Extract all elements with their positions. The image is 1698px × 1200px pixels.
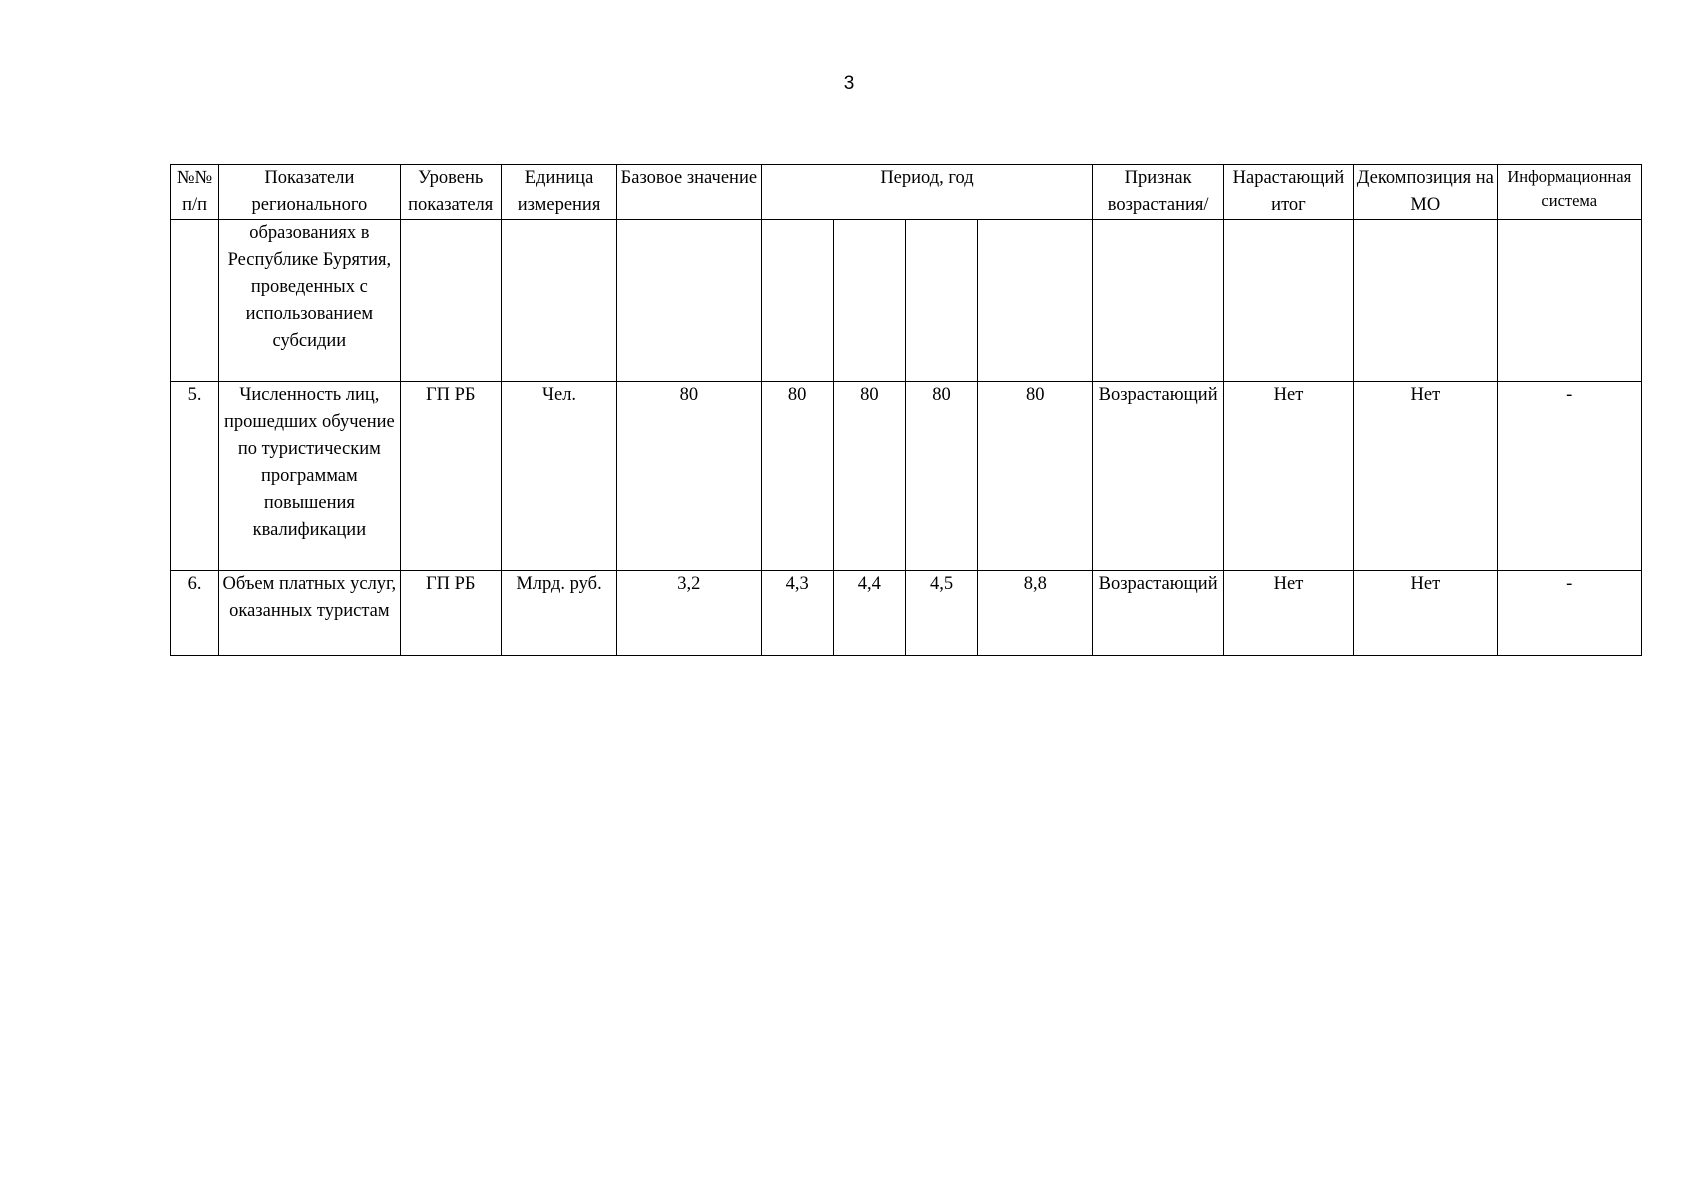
cell-empty — [1093, 220, 1223, 382]
cell-period-3: 80 — [905, 382, 977, 571]
cell-empty — [617, 220, 761, 382]
header-base: Базовое значение — [617, 165, 761, 220]
cell-unit: Млрд. руб. — [501, 571, 616, 656]
cell-growth-sign: Возрастающий — [1093, 382, 1223, 571]
cell-info-system: - — [1497, 382, 1641, 571]
cell-empty — [761, 220, 833, 382]
header-decomposition: Декомпозиция на МО — [1354, 165, 1497, 220]
cell-period-2: 80 — [833, 382, 905, 571]
page-number: 3 — [843, 73, 855, 94]
cell-decomposition: Нет — [1354, 382, 1497, 571]
header-period: Период, год — [761, 165, 1093, 220]
cell-period-4: 80 — [978, 382, 1093, 571]
cell-empty — [501, 220, 616, 382]
cell-num: 6. — [171, 571, 219, 656]
cell-empty — [1223, 220, 1353, 382]
cell-indicator: образованиях в Республике Бурятия, проведенных с использованием субсидии — [219, 220, 400, 382]
continuation-row — [171, 220, 1642, 382]
header-unit: Единица измерения — [501, 165, 616, 220]
cell-num — [171, 220, 219, 382]
cell-cumulative: Нет — [1223, 571, 1353, 656]
cell-empty — [400, 220, 501, 382]
cell-period-3: 4,5 — [905, 571, 977, 656]
cell-base: 3,2 — [617, 571, 761, 656]
cell-cumulative: Нет — [1223, 382, 1353, 571]
cell-level: ГП РБ — [400, 571, 501, 656]
cell-period-4: 8,8 — [978, 571, 1093, 656]
cell-period-1: 80 — [761, 382, 833, 571]
cell-decomposition: Нет — [1354, 571, 1497, 656]
header-num: №№ п/п — [171, 165, 219, 220]
cell-base: 80 — [617, 382, 761, 571]
cell-indicator: Численность лиц, прошедших обучение по туристическим программам повышения квалификации — [219, 382, 400, 571]
indicators-table — [170, 164, 1642, 656]
cell-empty — [833, 220, 905, 382]
cell-info-system: - — [1497, 571, 1641, 656]
cell-num: 5. — [171, 382, 219, 571]
cell-growth-sign: Возрастающий — [1093, 571, 1223, 656]
cell-period-1: 4,3 — [761, 571, 833, 656]
header-level: Уровень показателя — [400, 165, 501, 220]
cell-level: ГП РБ — [400, 382, 501, 571]
cell-empty — [1354, 220, 1497, 382]
cell-empty — [905, 220, 977, 382]
cell-period-2: 4,4 — [833, 571, 905, 656]
table-row — [171, 382, 1642, 571]
header-indicator: Показатели регионального — [219, 165, 400, 220]
header-info-system: Информационная система — [1497, 165, 1641, 220]
cell-indicator: Объем платных услуг, оказанных туристам — [219, 571, 400, 656]
table-row — [171, 571, 1642, 656]
header-growth-sign: Признак возрастания/ — [1093, 165, 1223, 220]
cell-empty — [1497, 220, 1641, 382]
cell-empty — [978, 220, 1093, 382]
header-row — [171, 165, 1642, 220]
cell-unit: Чел. — [501, 382, 616, 571]
header-cumulative: Нарастающий итог — [1223, 165, 1353, 220]
